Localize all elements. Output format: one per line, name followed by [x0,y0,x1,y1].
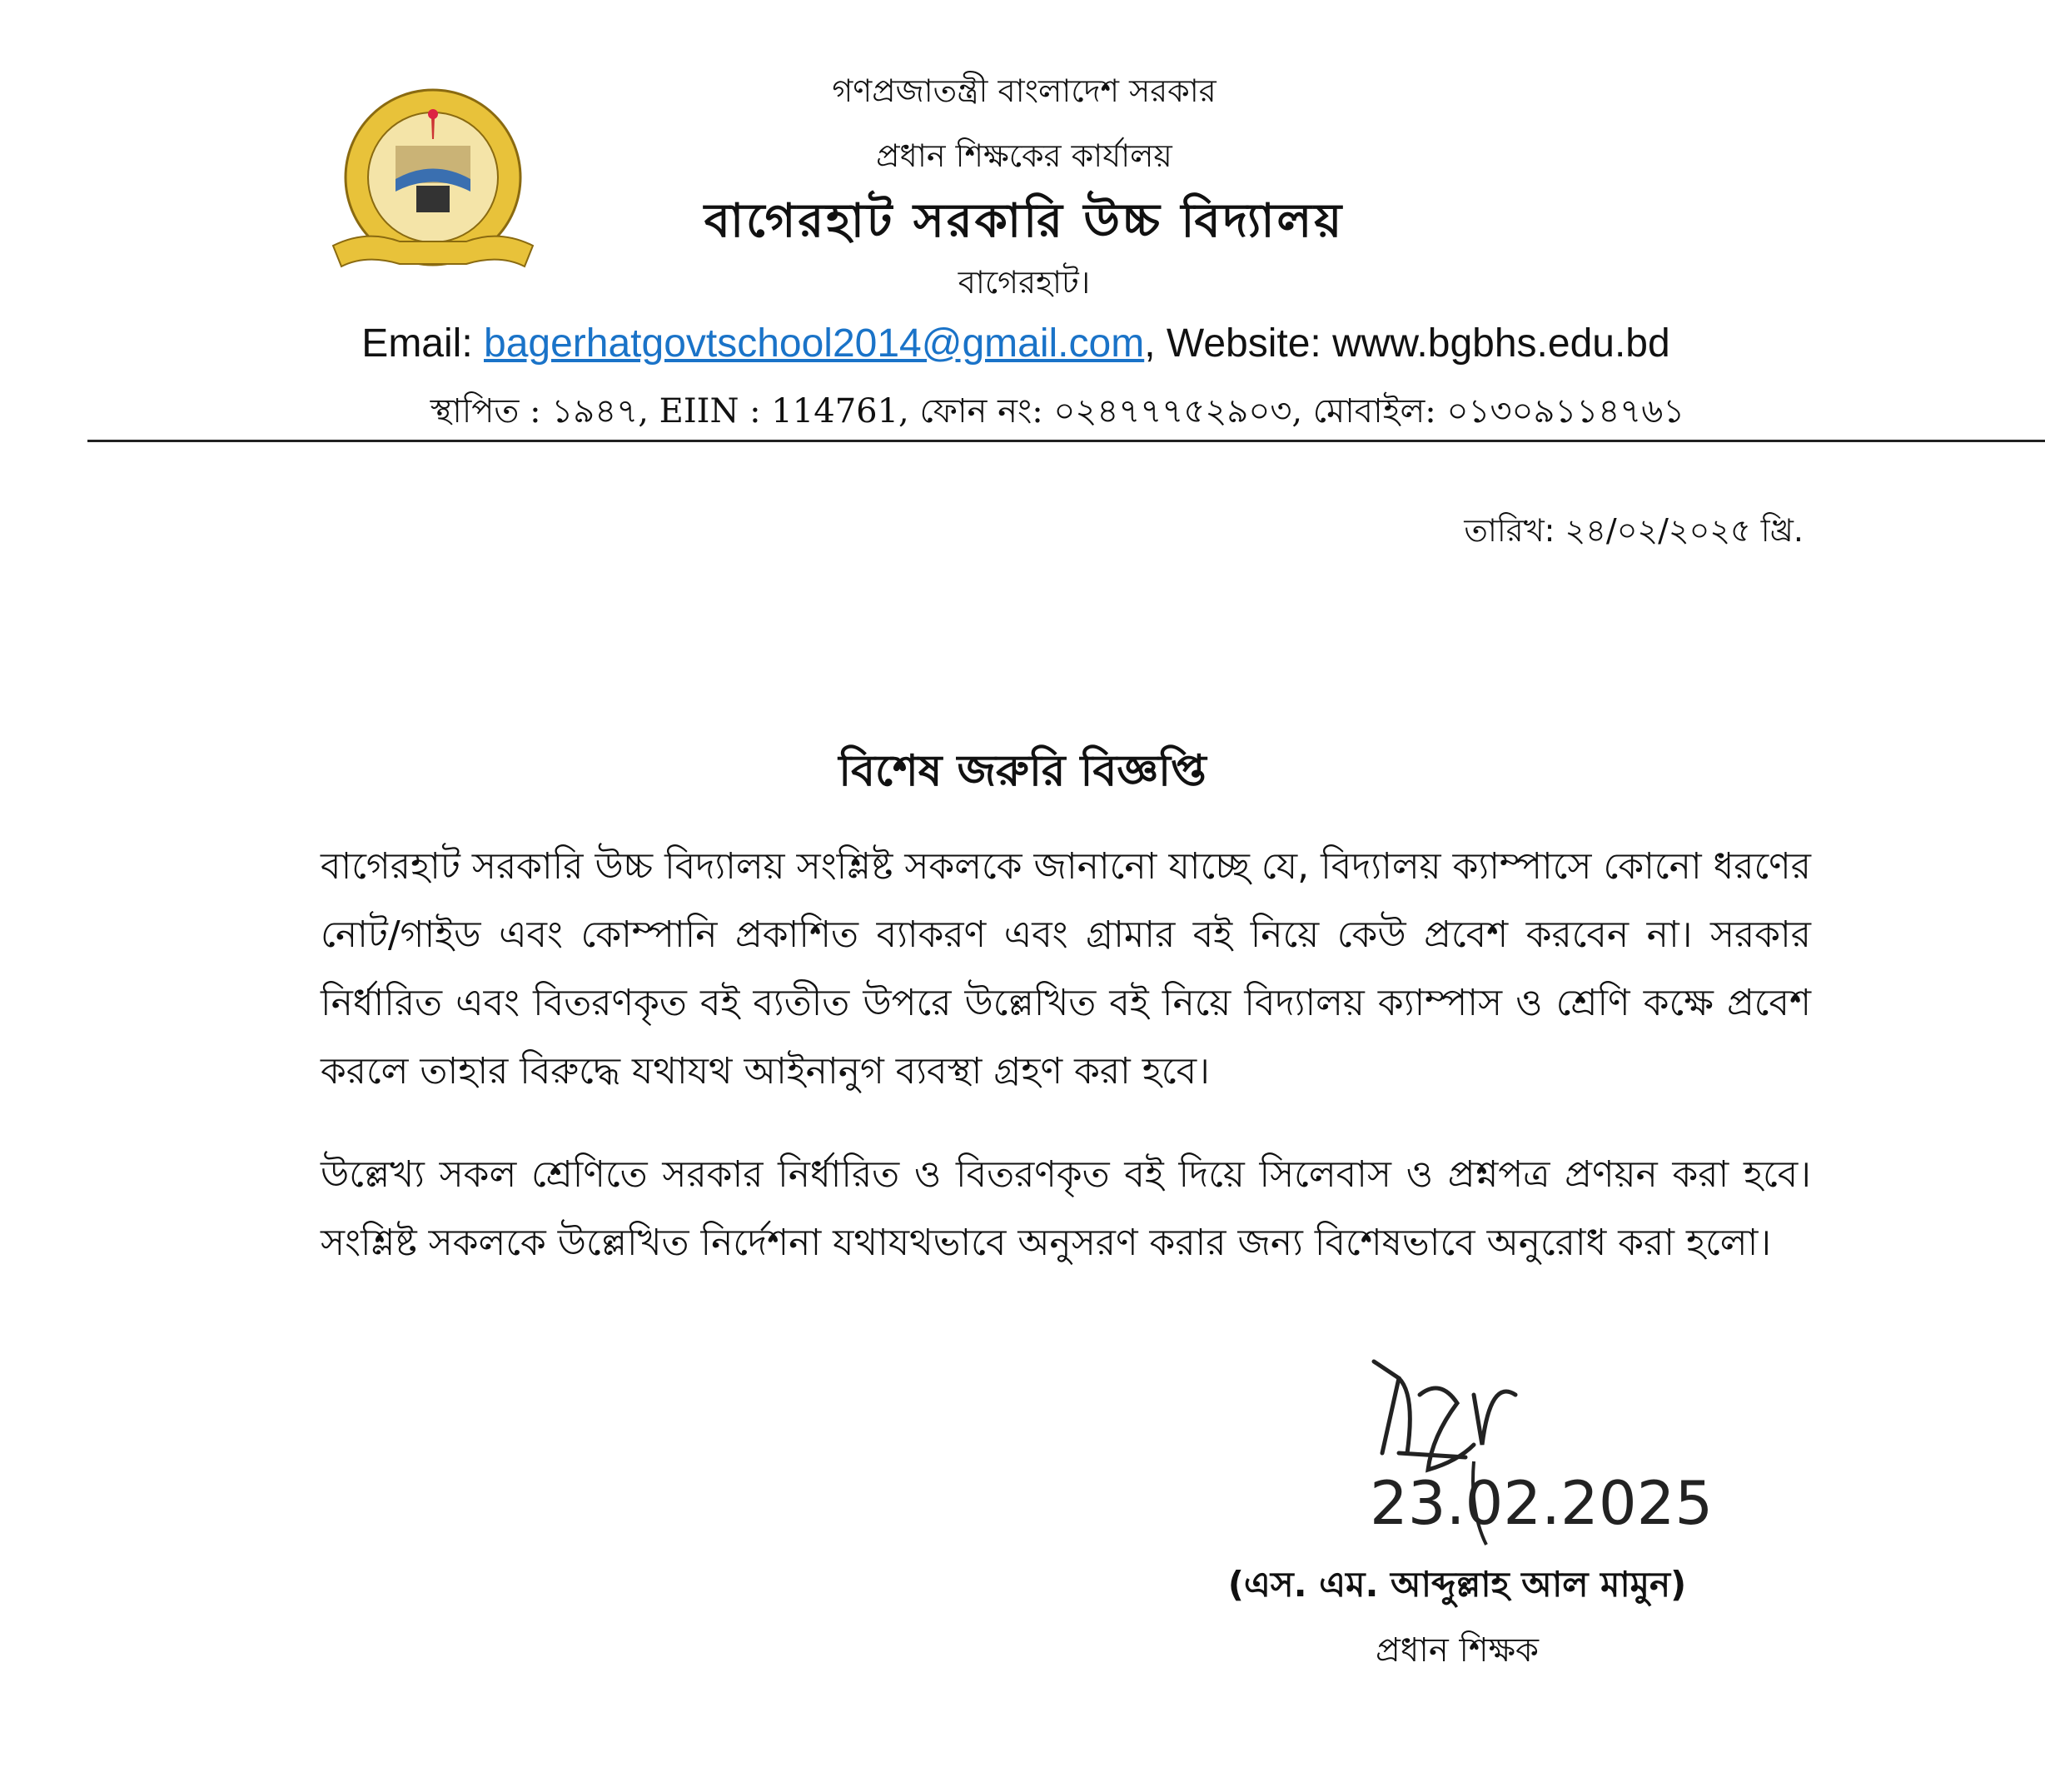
district-name: বাগেরহাট। [958,264,1091,301]
website-label: , Website: [1144,321,1333,366]
email-link[interactable]: bagerhatgovtschool2014@gmail.com [484,321,1145,366]
handwritten-signature [1349,1345,1882,1553]
website-text: www.bgbhs.edu.bd [1332,321,1670,366]
office-name: প্রধান শিক্ষকের কার্যালয় [876,137,1172,174]
signer-name: (এস. এম. আব্দুল্লাহ আল মামুন) [1227,1564,1687,1605]
notice-date: তারিখ: ২৪/০২/২০২৫ খ্রি. [1464,512,1804,549]
notice-paragraph-2: উল্লেখ্য সকল শ্রেণিতে সরকার নির্ধারিত ও বিতরণকৃত বই দিয়ে সিলেবাস ও প্রশ্নপত্র প্রণয়ন করা হবে। সংশ্লিষ্ট সকলকে উল্লেখিত নির্দেশনা যথাযথভাবে অনুসরণ করার জন্য বিশেষভাবে অনুরোধ করা হলো। [321,1153,1811,1264]
contact-line [58,321,1973,366]
notice-title: বিশেষ জরুরি বিজ্ঞপ্তি [838,746,1207,796]
header-divider [87,440,2045,442]
notice-paragraph-1: বাগেরহাট সরকারি উচ্চ বিদ্যালয় সংশ্লিষ্ট সকলকে জানানো যাচ্ছে যে, বিদ্যালয় ক্যাম্পাসে কোনো ধরণের নোট/গাইড এবং কোম্পানি প্রকাশিত ব্যাকরণ এবং গ্রামার বই নিয়ে কেউ প্রবেশ করবেন না। সরকার নির্ধারিত এবং বিতরণকৃত বই ব্যতীত উপরে উল্লেখিত বই নিয়ে বিদ্যালয় ক্যাম্পাস ও শ্রেণি কক্ষে প্রবেশ করলে তাহার বিরুদ্ধে যথাযথ আইনানুগ ব্যবস্থা গ্রহণ করা হবে। [321,845,1811,1093]
email-label: Email: [361,321,484,366]
establishment-info: স্থাপিত : ১৯৪৭, EIIN : 114761, ফোন নং: ০২৪৭৭৭৫২৯০৩, মোবাইল: ০১৩০৯১১৪৭৬১ [430,392,1685,431]
signer-designation: প্রধান শিক্ষক [1376,1631,1539,1670]
government-name: গণপ্রজাতন্ত্রী বাংলাদেশ সরকার [832,72,1217,109]
handwritten-date: 23.02.2025 [1370,1468,1714,1538]
school-name: বাগেরহাট সরকারি উচ্চ বিদ্যালয় [704,194,1345,248]
